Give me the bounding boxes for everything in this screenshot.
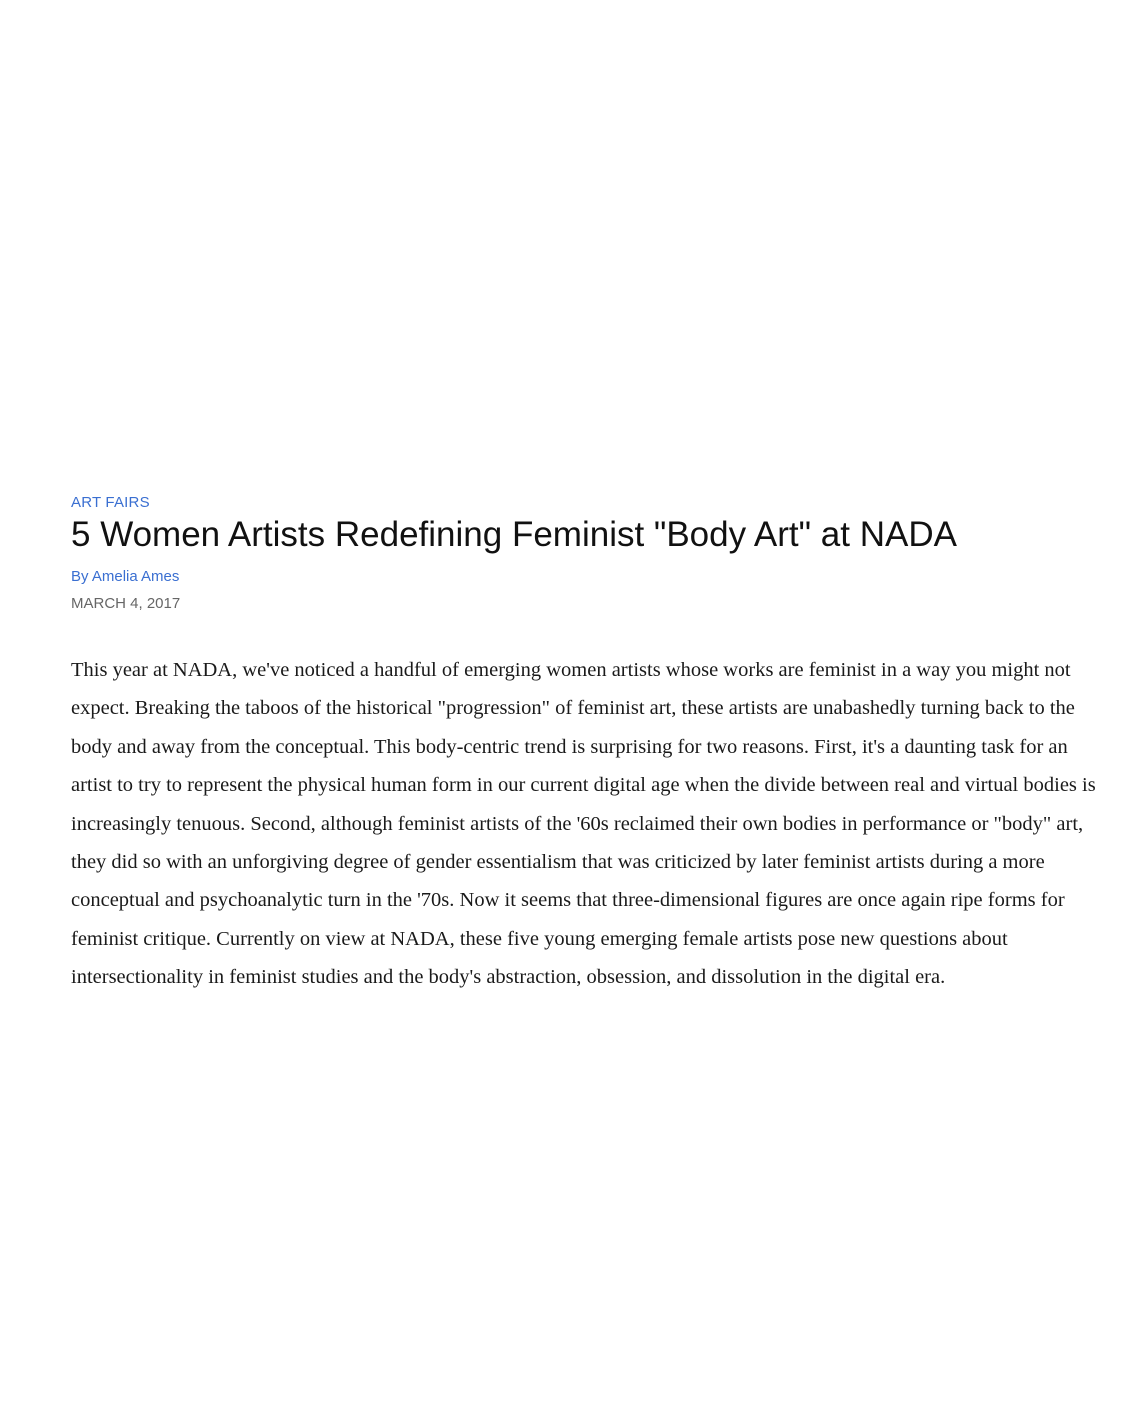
byline: [71, 568, 1111, 586]
article-title: 5 Women Artists Redefining Feminist "Body Art" at NADA: [71, 515, 957, 554]
article: [71, 494, 1111, 997]
publish-date: MARCH 4, 2017: [71, 595, 181, 612]
byline-prefix: By: [71, 568, 89, 585]
body-paragraph: This year at NADA, we've noticed a handful of emerging women artists whose works are feminist in a way you might not expect. Breaking the taboos of the historical "progression" of feminist art, these artists are unabashedly turning back to the body and away from the conceptual. This body-centric trend is surprising for two reasons. First, it's a daunting task for an artist to try to represent the physical human form in our current digital age when the divide between real and virtual bodies is increasingly tenuous. Second, although feminist artists of the '60s reclaimed their own bodies in performance or "body" art, they did so with an unforgiving degree of gender essentialism that was criticized by later feminist artists during a more conceptual and psychoanalytic turn in the '70s. Now it seems that three-dimensional figures are once again ripe forms for feminist critique. Currently on view at NADA, these five young emerging female artists pose new questions about intersectionality in feminist studies and the body's abstraction, obsession, and dissolution in the digital era.: [71, 659, 1096, 989]
article-body: [71, 651, 1111, 997]
category-link[interactable]: ART FAIRS: [71, 494, 150, 511]
author-link[interactable]: Amelia Ames: [91, 568, 180, 585]
